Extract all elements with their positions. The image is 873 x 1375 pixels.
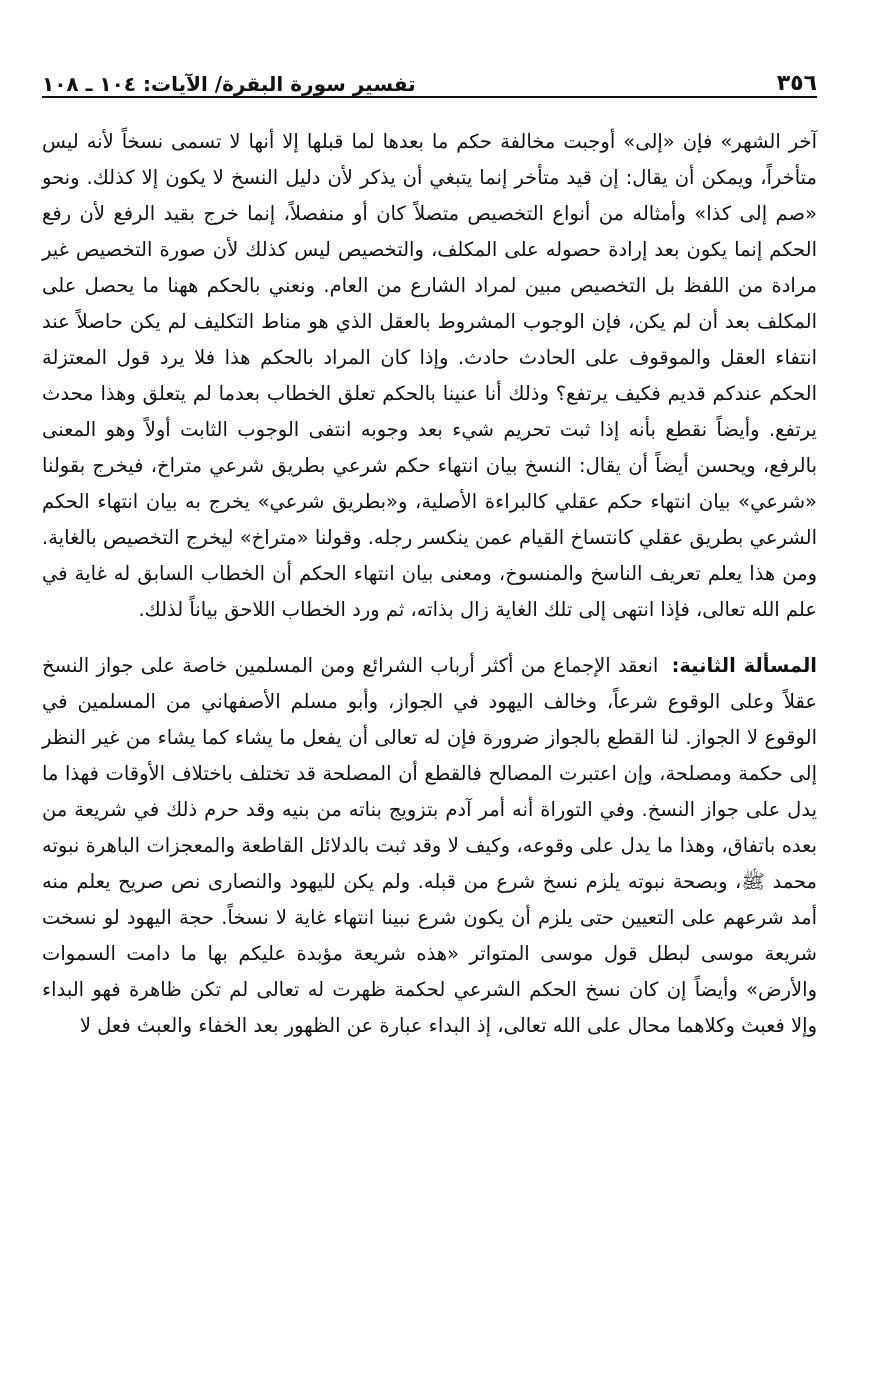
paragraph-1 [42,124,817,628]
page-body [42,124,817,1044]
paragraph-text: انعقد الإجماع من أكثر أرباب الشرائع ومن المسلمين خاصة على جواز النسخ عقلاً وعلى الوقوع شرعاً، وخالف اليهود في الجواز، وأبو مسلم الأصفهاني من المسلمين في الوقوع لا الجواز. لنا القطع بالجواز ضرورة فإن له تعالى أن يفعل ما يشاء كما يشاء من غير النظر إلى حكمة ومصلحة، وإن اعتبرت المصالح فالقطع أن المصلحة قد تختلف باختلاف الأوقات فهذا ما يدل على جواز النسخ. وفي التوراة أنه أمر آدم بتزويج بناته من بنيه وقد حرم ذلك في شريعة من بعده باتفاق، وهذا ما يدل على وقوعه، وكيف لا وقد ثبت بالدلائل القاطعة والمعجزات الباهرة نبوته محمد ﷺ، وبصحة نبوته يلزم نسخ شرع من قبله. ولم يكن لليهود والنصارى نص صريح يعلم منه أمد شرعهم على التعيين حتى يلزم أن يكون شرع نبينا انتهاء غاية لا نسخاً. حجة اليهود لو نسخت شريعة موسى لبطل قول موسى المتواتر «هذه شريعة مؤبدة عليكم بها ما دامت السموات والأرض» وأيضاً إن كان نسخ الحكم الشرعي لحكمة ظهرت له تعالى لم تكن ظاهرة فهو البداء وإلا فعبث وكلاهما محال على الله تعالى، إذ البداء عبارة عن الظهور بعد الخفاء والعبث فعل لا [42,654,817,1037]
page-number: ٣٥٦ [776,71,817,96]
issue-heading: المسألة الثانية: [671,654,817,677]
paragraph-text: آخر الشهر» فإن «إلى» أوجبت مخالفة حكم ما بعدها لما قبلها إلا أنها لا تسمى نسخاً لأنه ليس متأخراً، ويمكن أن يقال: إن قيد متأخر إنما يتبغي أن يذكر لأن دليل النسخ لا يكون إلا كذلك. ونحو «صم إلى كذا» وأمثاله من أنواع التخصيص متصلاً كان أو منفصلاً، إنما خرج بقيد الرفع لأن رفع الحكم إنما يكون بعد إرادة حصوله على المكلف، والتخصيص ليس كذلك لأن صورة التخصيص غير مرادة من اللفظ بل التخصيص مبين لمراد الشارع من العام. ونعني بالحكم ههنا ما يحصل على المكلف بعد أن لم يكن، فإن الوجوب المشروط بالعقل الذي هو مناط التكليف لم يكن حاصلاً عند انتفاء العقل والموقوف على الحادث حادث. وإذا كان المراد بالحكم هذا فلا يرد قول المعتزلة الحكم عندكم قديم فكيف يرتفع؟ وذلك أنا عنينا بالحكم تعلق الخطاب بعدما لم يتعلق وهذا محدث يرتفع. وأيضاً نقطع بأنه إذا ثبت تحريم شيء بعد وجوبه انتفى الوجوب الثابت أولاً وهو المعنى بالرفع، ويحسن أيضاً أن يقال: النسخ بيان انتهاء حكم شرعي بطريق شرعي متراخ، فيخرج بقولنا «شرعي» بيان انتهاء حكم عقلي كالبراءة الأصلية، و«بطريق شرعي» يخرج به بيان انتهاء الحكم الشرعي بطريق عقلي كانتساخ القيام عمن ينكسر رجله. وقولنا «متراخ» ليخرج التخصيص بالغاية. ومن هذا يعلم تعريف الناسخ والمنسوخ، ومعنى بيان انتهاء الحكم أن الخطاب السابق له غاية في علم الله تعالى، فإذا انتهى إلى تلك الغاية زال بذاته، ثم ورد الخطاب اللاحق بياناً لذلك. [42,130,817,621]
paragraph-2 [42,648,817,1044]
running-title: تفسير سورة البقرة/ الآيات: ١٠٤ ـ ١٠٨ [42,72,416,96]
running-header [42,62,817,98]
